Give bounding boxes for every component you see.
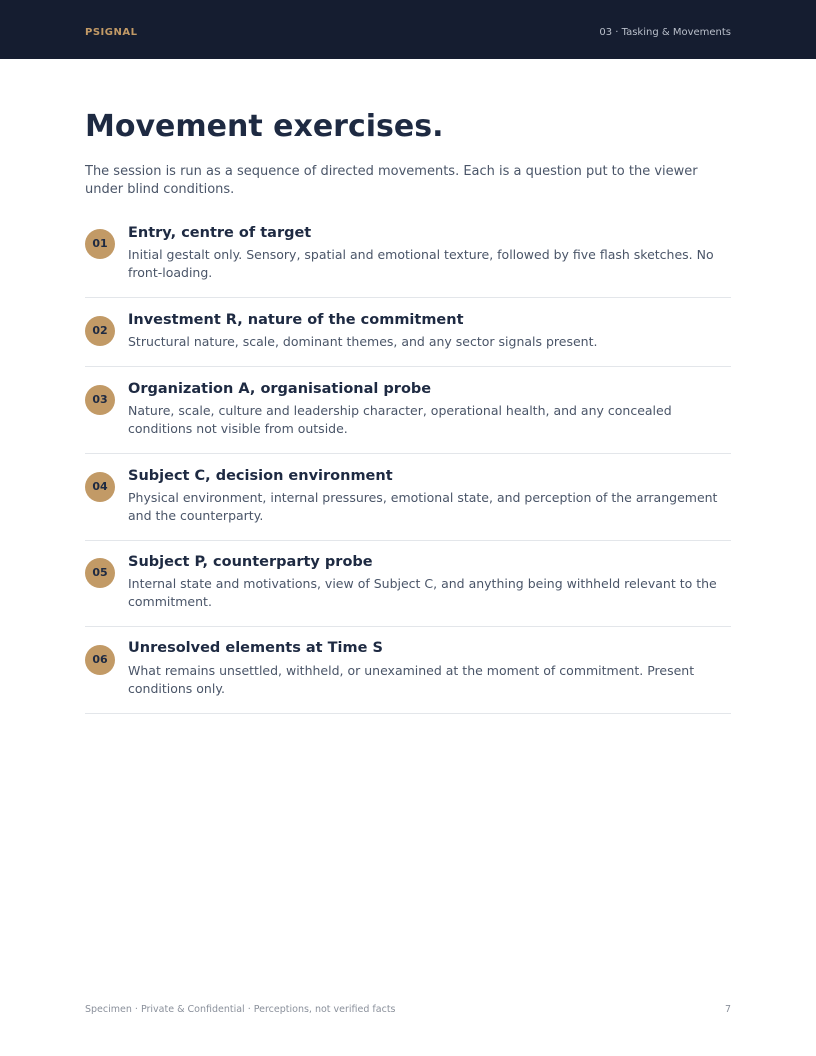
movement-description: Internal state and motivations, view of Subject C, and anything being withheld relevant to the commitment. [128,576,717,609]
section-label: 03 · Tasking & Movements [599,27,731,38]
movement-item-03 [85,367,731,454]
movement-title: Entry, centre of target [128,225,312,241]
movement-item-04 [85,454,731,541]
movement-description: Physical environment, internal pressures, emotional state, and perception of the arrangement and the counterparty. [128,490,718,523]
movement-title: Subject P, counterparty probe [128,554,373,570]
movement-item-01 [85,210,731,298]
movement-number-badge: 02 [85,316,115,346]
movement-description: What remains unsettled, withheld, or unexamined at the moment of commitment. Present conditions only. [128,663,695,696]
page-number: 7 [724,1004,731,1015]
footer-note: Specimen · Private & Confidential · Perceptions, not verified facts [85,1004,396,1015]
movement-item-06 [85,627,731,714]
movement-title: Unresolved elements at Time S [128,640,383,656]
movement-number-badge: 03 [85,385,115,415]
movement-number-badge: 05 [85,558,115,588]
movement-number-badge: 06 [85,645,115,675]
movement-number-badge: 01 [85,229,115,259]
movement-description: Nature, scale, culture and leadership character, operational health, and any concealed conditions not visible from outside. [128,403,672,436]
movement-item-05 [85,541,731,627]
movement-item-02 [85,298,731,367]
movement-title: Subject C, decision environment [128,468,393,484]
movement-number-badge: 04 [85,472,115,502]
intro-paragraph: The session is run as a sequence of directed movements. Each is a question put to the viewer under blind conditions. [85,164,698,197]
top-header-bar [0,0,816,59]
movement-description: Structural nature, scale, dominant themes, and any sector signals present. [128,334,598,349]
movement-title: Organization A, organisational probe [128,381,432,397]
page-title: Movement exercises. [85,109,444,144]
brand-logo-text: PSIGNAL [85,27,138,38]
movement-title: Investment R, nature of the commitment [128,312,464,328]
movement-description: Initial gestalt only. Sensory, spatial and emotional texture, followed by five flash sketches. No front-loading. [128,247,714,280]
